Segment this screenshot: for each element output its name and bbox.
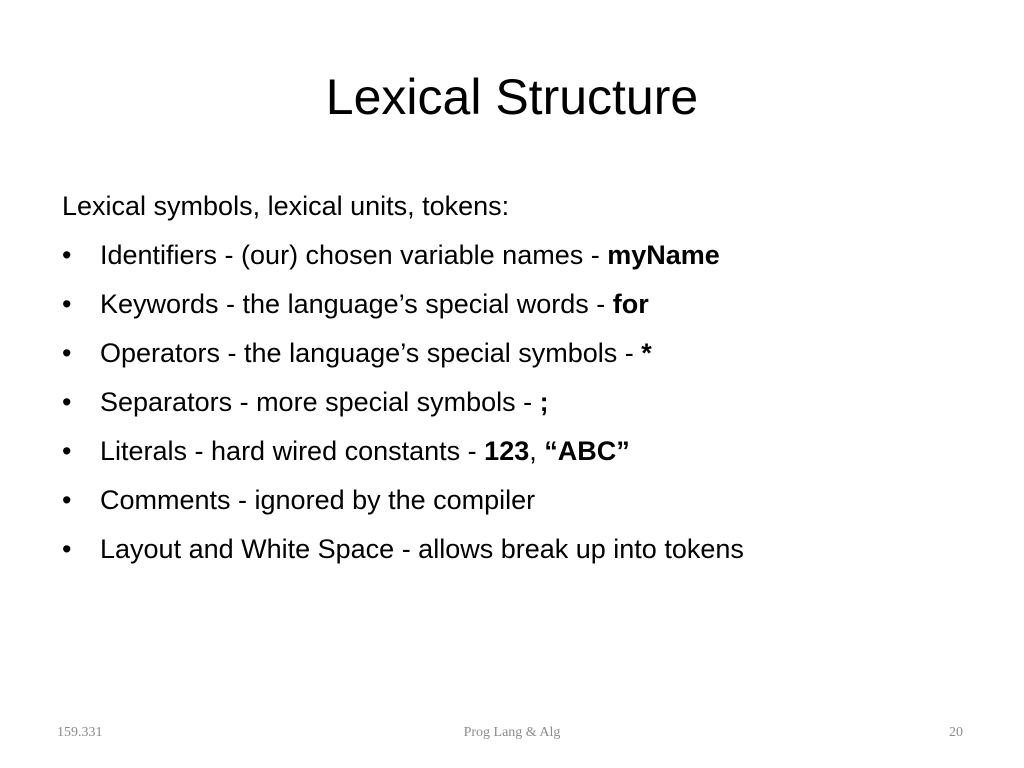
bullet-example-second: “ABC”	[544, 436, 630, 466]
footer-page-number: 20	[949, 725, 963, 740]
bullet-dot-icon: •	[62, 485, 72, 515]
bullet-example: 123	[484, 436, 530, 466]
bullet-list	[62, 235, 962, 569]
bullet-dot-icon: •	[62, 436, 72, 466]
bullet-text: Literals - hard wired constants -	[100, 436, 485, 466]
bullet-layout	[62, 529, 962, 569]
bullet-separators	[62, 382, 962, 422]
bullet-dot-icon: •	[62, 289, 72, 319]
bullet-text: Layout and White Space - allows break up into tokens	[100, 534, 744, 564]
bullet-dot-icon: •	[62, 387, 72, 417]
bullet-literals	[62, 431, 962, 471]
footer-course-code: 159.331	[57, 725, 103, 740]
bullet-example: for	[612, 289, 649, 319]
slide-body	[62, 186, 962, 578]
bullet-example: ;	[539, 387, 549, 417]
bullet-text: Identifiers - (our) chosen variable names -	[100, 240, 608, 270]
bullet-identifiers	[62, 235, 962, 275]
bullet-operators	[62, 333, 962, 373]
bullet-dot-icon: •	[62, 534, 72, 564]
bullet-text: Operators - the language’s special symbols -	[100, 338, 642, 368]
bullet-text: Comments - ignored by the compiler	[100, 485, 536, 515]
bullet-text: Separators - more special symbols -	[100, 387, 540, 417]
bullet-text: Keywords - the language’s special words -	[100, 289, 613, 319]
bullet-keywords	[62, 284, 962, 324]
bullet-example: myName	[607, 240, 720, 270]
bullet-dot-icon: •	[62, 338, 72, 368]
slide-title: Lexical Structure	[325, 69, 699, 125]
footer-course-name: Prog Lang & Alg	[463, 725, 561, 740]
bullet-comments	[62, 480, 962, 520]
bullet-separator-text: ,	[529, 436, 545, 466]
bullet-example: *	[641, 338, 652, 368]
intro-text: Lexical symbols, lexical units, tokens:	[62, 191, 510, 221]
bullet-dot-icon: •	[62, 240, 72, 270]
